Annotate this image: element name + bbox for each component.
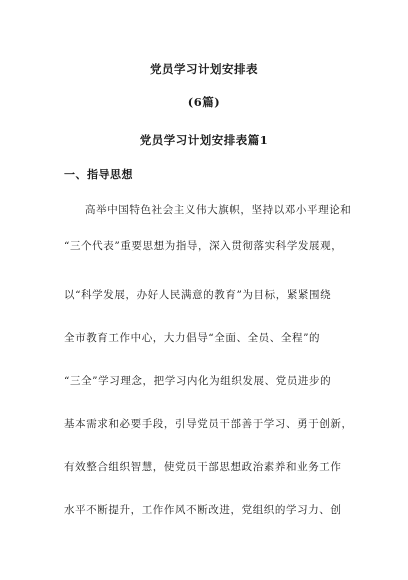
document-title: 党员学习计划安排表 — [150, 62, 258, 76]
paragraph-line: 有效整合组织智慧，使党员干部思想政治素养和业务工作 — [64, 461, 342, 473]
paragraph-line: 全市教育工作中心，大力倡导“全面、全员、全程”的 — [64, 332, 321, 344]
section-heading: 一、指导思想 — [64, 168, 133, 181]
paragraph-line: “三个代表”重要思想为指导，深入贯彻落实科学发展观， — [64, 240, 343, 252]
paragraph-line: 水平不断提升，工作作风不断改进，党组织的学习力、创 — [64, 504, 342, 516]
document-count: (6篇) — [187, 95, 221, 109]
paragraph-line: 高举中国特色社会主义伟大旗帜，坚持以邓小平理论和 — [85, 204, 352, 216]
document-subtitle: 党员学习计划安排表篇1 — [139, 133, 269, 147]
paragraph-line: “三全”学习理念，把学习内化为组织发展、党员进步的 — [64, 375, 332, 387]
paragraph-line: 基本需求和必要手段，引导党员干部善于学习、勇于创新， — [64, 418, 353, 430]
paragraph-line: 以“科学发展，办好人民满意的教育”为目标，紧紧围绕 — [64, 289, 332, 301]
